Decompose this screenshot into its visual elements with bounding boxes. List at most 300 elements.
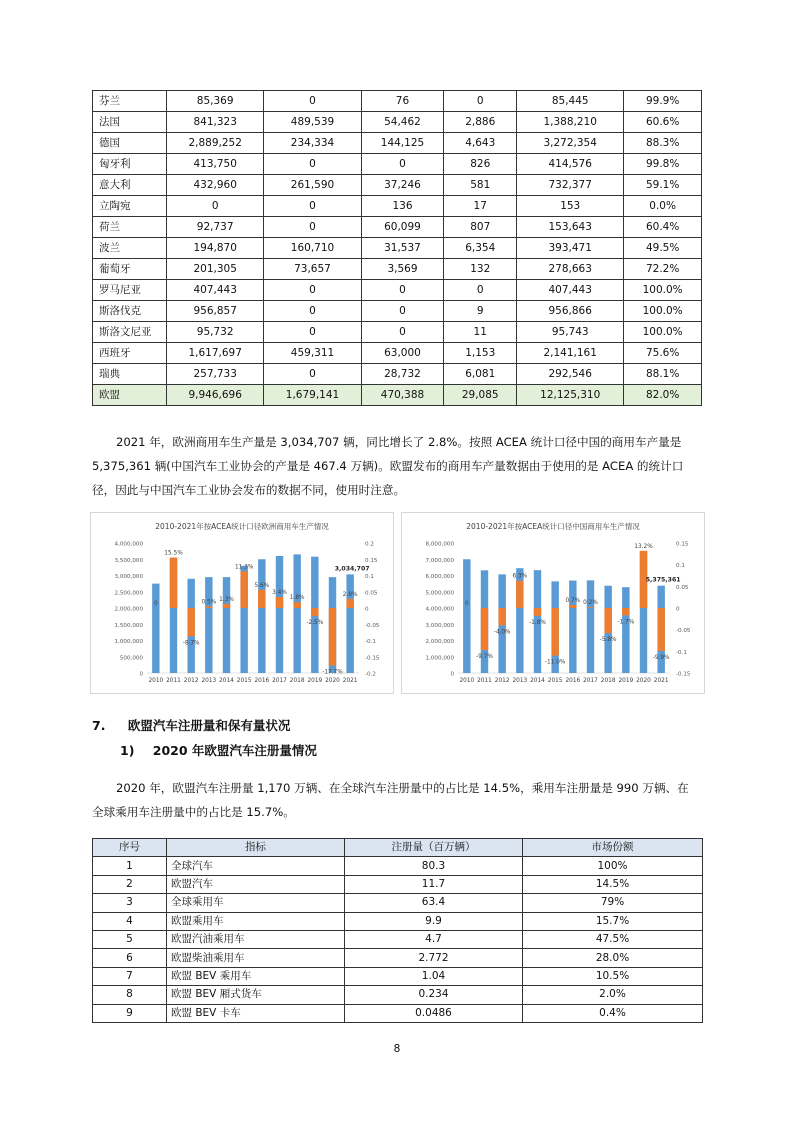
value-cell: 99.8% bbox=[624, 154, 702, 175]
country-cell: 斯洛文尼亚 bbox=[93, 322, 167, 343]
value-cell: 841,323 bbox=[167, 112, 264, 133]
value-cell: 11 bbox=[444, 322, 517, 343]
value-cell: 100.0% bbox=[624, 280, 702, 301]
share-cell: 79% bbox=[523, 894, 703, 912]
y2-tick-label: 0 bbox=[365, 606, 369, 613]
x-tick-label: 2013 bbox=[512, 678, 528, 684]
value-cell: 160,710 bbox=[264, 238, 361, 259]
growth-bar bbox=[205, 606, 212, 608]
x-tick-label: 2021 bbox=[653, 678, 669, 684]
y-tick-label: 3,000,000 bbox=[425, 622, 454, 629]
growth-data-label: -11.0% bbox=[544, 659, 566, 666]
value-cell: 489,539 bbox=[264, 112, 361, 133]
table-row bbox=[93, 857, 703, 875]
y-tick-label: 4,000,000 bbox=[425, 606, 454, 613]
x-tick-label: 2020 bbox=[325, 678, 340, 684]
country-cell: 法国 bbox=[93, 112, 167, 133]
table-row bbox=[93, 196, 702, 217]
growth-data-label: -1.8% bbox=[529, 619, 546, 626]
value-cell: 95,732 bbox=[167, 322, 264, 343]
value-cell: 0 bbox=[444, 91, 517, 112]
production-bar bbox=[276, 556, 283, 673]
y2-tick-label: -0.05 bbox=[676, 628, 691, 635]
y2-tick-label: 0.15 bbox=[676, 541, 689, 548]
value-cell: 153,643 bbox=[517, 217, 624, 238]
x-tick-label: 2012 bbox=[494, 678, 510, 684]
value-cell: 9 bbox=[444, 301, 517, 322]
value-cell: 0 bbox=[264, 217, 361, 238]
growth-data-label: -2.5% bbox=[306, 620, 324, 627]
value-cell: 0 bbox=[264, 154, 361, 175]
x-tick-label: 2011 bbox=[477, 678, 492, 684]
country-cell: 荷兰 bbox=[93, 217, 167, 238]
y2-tick-label: 0.2 bbox=[365, 541, 374, 548]
table-row bbox=[93, 322, 702, 343]
index-cell: 4 bbox=[93, 912, 167, 930]
x-tick-label: 2019 bbox=[618, 678, 634, 684]
growth-data-label: -17.7% bbox=[322, 669, 343, 676]
y-tick-label: 2,000,000 bbox=[114, 606, 143, 613]
country-cell: 波兰 bbox=[93, 238, 167, 259]
country-cell: 西班牙 bbox=[93, 343, 167, 364]
value-cell: 807 bbox=[444, 217, 517, 238]
section-title: 欧盟汽车注册量和保有量状况 bbox=[127, 718, 291, 733]
growth-bar bbox=[622, 608, 629, 615]
share-cell: 28.0% bbox=[523, 949, 703, 967]
y-tick-label: 0 bbox=[139, 671, 143, 678]
growth-data-label: 1.3% bbox=[219, 596, 234, 603]
y2-tick-label: -0.1 bbox=[365, 639, 376, 645]
value-cell: 60.6% bbox=[624, 112, 702, 133]
growth-data-label: -1.7% bbox=[617, 619, 635, 626]
table-row bbox=[93, 133, 702, 154]
growth-bar bbox=[587, 607, 594, 608]
eu-commercial-vehicle-chart bbox=[90, 512, 394, 694]
y2-tick-label: -0.2 bbox=[365, 671, 376, 678]
index-cell: 6 bbox=[93, 949, 167, 967]
value-cell: 0 bbox=[361, 301, 444, 322]
growth-data-label: -5.8% bbox=[599, 637, 617, 644]
value-cell: 73,657 bbox=[264, 259, 361, 280]
indicator-cell: 欧盟柴油乘用车 bbox=[167, 949, 345, 967]
production-bar bbox=[587, 580, 594, 673]
header-cell: 指标 bbox=[167, 839, 345, 857]
growth-data-label: 1.8% bbox=[289, 595, 305, 602]
y-tick-label: 500,000 bbox=[119, 655, 143, 662]
value-cell: 37,246 bbox=[361, 175, 444, 196]
value-cell: 95,743 bbox=[517, 322, 624, 343]
production-bar bbox=[205, 577, 212, 673]
registration-cell: 1.04 bbox=[345, 967, 523, 985]
value-cell: 2,889,252 bbox=[167, 133, 264, 154]
value-cell: 459,311 bbox=[264, 343, 361, 364]
value-cell: 60,099 bbox=[361, 217, 444, 238]
section-heading bbox=[92, 716, 290, 734]
table-row bbox=[93, 875, 703, 893]
production-bar bbox=[622, 587, 629, 673]
x-tick-label: 2010 bbox=[148, 678, 164, 684]
production-bar bbox=[152, 584, 159, 673]
x-tick-label: 2015 bbox=[236, 678, 252, 684]
value-cell: 28,732 bbox=[361, 364, 444, 385]
growth-bar bbox=[551, 608, 558, 656]
value-cell: 1,679,141 bbox=[264, 385, 361, 406]
indicator-cell: 欧盟汽油乘用车 bbox=[167, 930, 345, 948]
chart-title: 2010-2021年按ACEA统计口径中国商用车生产情况 bbox=[466, 522, 640, 531]
x-tick-label: 2019 bbox=[307, 678, 323, 684]
country-cell: 欧盟 bbox=[93, 385, 167, 406]
index-cell: 9 bbox=[93, 1004, 167, 1022]
value-cell: 49.5% bbox=[624, 238, 702, 259]
value-annotation: 3,034,707 bbox=[334, 565, 370, 573]
value-cell: 88.1% bbox=[624, 364, 702, 385]
country-cell: 芬兰 bbox=[93, 91, 167, 112]
growth-bar bbox=[329, 608, 336, 666]
growth-data-label: 3.4% bbox=[272, 589, 287, 596]
share-cell: 2.0% bbox=[523, 986, 703, 1004]
indicator-cell: 全球汽车 bbox=[167, 857, 345, 875]
header-cell: 市场份额 bbox=[523, 839, 703, 857]
value-cell: 17 bbox=[444, 196, 517, 217]
growth-data-label: -4.0% bbox=[493, 629, 511, 636]
value-cell: 257,733 bbox=[167, 364, 264, 385]
country-cell: 葡萄牙 bbox=[93, 259, 167, 280]
y-tick-label: 3,000,000 bbox=[114, 574, 143, 580]
value-cell: 407,443 bbox=[167, 280, 264, 301]
value-cell: 2,141,161 bbox=[517, 343, 624, 364]
table-row bbox=[93, 986, 703, 1004]
value-cell: 3,569 bbox=[361, 259, 444, 280]
y2-tick-label: -0.1 bbox=[676, 649, 687, 656]
country-cell: 罗马尼亚 bbox=[93, 280, 167, 301]
table-row bbox=[93, 967, 703, 985]
growth-data-label: 0.7% bbox=[565, 597, 581, 604]
x-tick-label: 2013 bbox=[201, 678, 217, 684]
y2-tick-label: 0.05 bbox=[676, 584, 689, 591]
country-cell: 匈牙利 bbox=[93, 154, 167, 175]
y-tick-label: 4,000,000 bbox=[114, 541, 143, 548]
production-bar bbox=[258, 559, 265, 673]
value-cell: 413,750 bbox=[167, 154, 264, 175]
table-header-row bbox=[93, 839, 703, 857]
value-cell: 0 bbox=[264, 280, 361, 301]
y2-tick-label: -0.05 bbox=[365, 622, 380, 629]
value-cell: 72.2% bbox=[624, 259, 702, 280]
share-cell: 47.5% bbox=[523, 930, 703, 948]
y2-tick-label: -0.15 bbox=[676, 671, 691, 678]
chart-title: 2010-2021年按ACEA统计口径欧洲商用车生产情况 bbox=[155, 522, 329, 531]
table-row bbox=[93, 112, 702, 133]
production-bar bbox=[569, 581, 576, 673]
paragraph-line: 2021 年，欧洲商用车生产量是 3,034,707 辆，同比增长了 2.8%。按照 ACEA 统计口径中国的商用车产量是 bbox=[116, 435, 682, 449]
x-tick-label: 2014 bbox=[219, 678, 234, 684]
indicator-cell: 欧盟乘用车 bbox=[167, 912, 345, 930]
value-cell: 31,537 bbox=[361, 238, 444, 259]
value-cell: 414,576 bbox=[517, 154, 624, 175]
registration-table bbox=[92, 838, 703, 1023]
table-row bbox=[93, 280, 702, 301]
value-cell: 136 bbox=[361, 196, 444, 217]
growth-bar bbox=[223, 604, 230, 608]
x-tick-label: 2016 bbox=[254, 678, 270, 684]
table-row bbox=[93, 343, 702, 364]
growth-bar bbox=[311, 608, 318, 616]
growth-bar bbox=[346, 599, 353, 608]
y-tick-label: 0 bbox=[450, 671, 454, 678]
index-cell: 5 bbox=[93, 930, 167, 948]
indicator-cell: 欧盟 BEV 卡车 bbox=[167, 1004, 345, 1022]
index-cell: 8 bbox=[93, 986, 167, 1004]
growth-data-label: 0 bbox=[464, 601, 469, 607]
value-cell: 292,546 bbox=[517, 364, 624, 385]
x-tick-label: 2018 bbox=[289, 678, 305, 684]
y2-tick-label: 0.1 bbox=[676, 563, 685, 570]
value-cell: 432,960 bbox=[167, 175, 264, 196]
value-cell: 393,471 bbox=[517, 238, 624, 259]
value-cell: 1,617,697 bbox=[167, 343, 264, 364]
registration-cell: 63.4 bbox=[345, 894, 523, 912]
y-tick-label: 3,500,000 bbox=[114, 557, 143, 564]
x-tick-label: 2010 bbox=[459, 678, 475, 684]
value-cell: 6,354 bbox=[444, 238, 517, 259]
production-bar bbox=[223, 577, 230, 673]
paragraph-line: 径，因此与中国汽车工业协会发布的数据不同，使用时注意。 bbox=[92, 483, 406, 497]
production-bar bbox=[463, 559, 470, 673]
value-cell: 0 bbox=[361, 280, 444, 301]
index-cell: 1 bbox=[93, 857, 167, 875]
index-cell: 7 bbox=[93, 967, 167, 985]
page-number: 8 bbox=[393, 1043, 401, 1055]
value-cell: 75.6% bbox=[624, 343, 702, 364]
growth-bar bbox=[187, 608, 194, 636]
value-cell: 0 bbox=[264, 364, 361, 385]
growth-bar bbox=[657, 608, 664, 651]
table-row bbox=[93, 301, 702, 322]
growth-bar bbox=[293, 602, 300, 608]
value-cell: 581 bbox=[444, 175, 517, 196]
value-cell: 99.9% bbox=[624, 91, 702, 112]
growth-data-label: 13.2% bbox=[634, 543, 653, 550]
table-row bbox=[93, 912, 703, 930]
growth-data-label: -8.7% bbox=[182, 640, 200, 647]
y-tick-label: 5,000,000 bbox=[425, 590, 454, 597]
table-row bbox=[93, 1004, 703, 1022]
y-tick-label: 2,000,000 bbox=[425, 639, 454, 645]
growth-data-label: 5.6% bbox=[254, 582, 270, 589]
x-tick-label: 2017 bbox=[272, 678, 287, 684]
value-cell: 0 bbox=[361, 154, 444, 175]
registration-cell: 4.7 bbox=[345, 930, 523, 948]
table-row bbox=[93, 364, 702, 385]
value-cell: 82.0% bbox=[624, 385, 702, 406]
value-cell: 1,153 bbox=[444, 343, 517, 364]
value-cell: 0 bbox=[264, 322, 361, 343]
value-cell: 956,857 bbox=[167, 301, 264, 322]
table-row bbox=[93, 175, 702, 196]
x-tick-label: 2017 bbox=[583, 678, 598, 684]
subsection-number: 1) bbox=[120, 743, 135, 758]
value-cell: 63,000 bbox=[361, 343, 444, 364]
x-tick-label: 2020 bbox=[636, 678, 651, 684]
indicator-cell: 欧盟 BEV 乘用车 bbox=[167, 967, 345, 985]
index-cell: 3 bbox=[93, 894, 167, 912]
value-cell: 0 bbox=[264, 196, 361, 217]
growth-data-label: 11.3% bbox=[234, 564, 254, 571]
y-tick-label: 8,000,000 bbox=[425, 541, 454, 548]
y-tick-label: 6,000,000 bbox=[425, 574, 454, 580]
growth-data-label: 0.2% bbox=[583, 600, 598, 607]
growth-data-label: 6.3% bbox=[512, 573, 528, 580]
value-cell: 4,643 bbox=[444, 133, 517, 154]
growth-bar bbox=[604, 608, 611, 633]
value-cell: 0.0% bbox=[624, 196, 702, 217]
subsection-heading bbox=[120, 741, 317, 759]
country-cell: 意大利 bbox=[93, 175, 167, 196]
value-cell: 76 bbox=[361, 91, 444, 112]
indicator-cell: 全球乘用车 bbox=[167, 894, 345, 912]
commercial-vehicle-paragraph bbox=[92, 430, 704, 502]
table-row bbox=[93, 259, 702, 280]
value-cell: 92,737 bbox=[167, 217, 264, 238]
growth-data-label: 2.8% bbox=[342, 591, 358, 598]
country-cell: 斯洛伐克 bbox=[93, 301, 167, 322]
y2-tick-label: 0.1 bbox=[365, 574, 374, 580]
value-cell: 144,125 bbox=[361, 133, 444, 154]
growth-data-label: 15.5% bbox=[164, 550, 183, 557]
growth-bar bbox=[516, 581, 523, 608]
x-tick-label: 2018 bbox=[600, 678, 616, 684]
y-tick-label: 1,000,000 bbox=[425, 655, 454, 662]
value-cell: 6,081 bbox=[444, 364, 517, 385]
growth-data-label: 0.5% bbox=[201, 599, 217, 606]
value-cell: 85,369 bbox=[167, 91, 264, 112]
growth-bar bbox=[170, 558, 177, 608]
registration-cell: 0.0486 bbox=[345, 1004, 523, 1022]
value-cell: 201,305 bbox=[167, 259, 264, 280]
value-cell: 100.0% bbox=[624, 322, 702, 343]
value-cell: 88.3% bbox=[624, 133, 702, 154]
value-cell: 0 bbox=[444, 280, 517, 301]
china-commercial-vehicle-chart bbox=[401, 512, 705, 694]
value-cell: 0 bbox=[167, 196, 264, 217]
table-row bbox=[93, 154, 702, 175]
country-cell: 立陶宛 bbox=[93, 196, 167, 217]
registration-cell: 9.9 bbox=[345, 912, 523, 930]
value-cell: 59.1% bbox=[624, 175, 702, 196]
share-cell: 14.5% bbox=[523, 875, 703, 893]
table-row bbox=[93, 238, 702, 259]
growth-bar bbox=[276, 597, 283, 608]
value-cell: 132 bbox=[444, 259, 517, 280]
indicator-cell: 欧盟汽车 bbox=[167, 875, 345, 893]
production-bar bbox=[293, 554, 300, 673]
table-row bbox=[93, 930, 703, 948]
table-row bbox=[93, 894, 703, 912]
indicator-cell: 欧盟 BEV 厢式货车 bbox=[167, 986, 345, 1004]
registration-cell: 0.234 bbox=[345, 986, 523, 1004]
header-cell: 注册量（百万辆） bbox=[345, 839, 523, 857]
paragraph-line: 5,375,361 辆(中国汽车工业协会的产量是 467.4 万辆)。欧盟发布的商用车产量数据由于使用的是 ACEA 的统计口 bbox=[92, 459, 684, 473]
value-cell: 0 bbox=[361, 322, 444, 343]
y-tick-label: 1,500,000 bbox=[114, 622, 143, 629]
growth-bar bbox=[498, 608, 505, 625]
value-cell: 1,388,210 bbox=[517, 112, 624, 133]
country-cell: 德国 bbox=[93, 133, 167, 154]
growth-data-label: -9.7% bbox=[476, 654, 493, 661]
value-cell: 826 bbox=[444, 154, 517, 175]
table-row bbox=[93, 91, 702, 112]
y-tick-label: 1,000,000 bbox=[114, 639, 143, 645]
value-cell: 194,870 bbox=[167, 238, 264, 259]
header-cell: 序号 bbox=[93, 839, 167, 857]
share-cell: 10.5% bbox=[523, 967, 703, 985]
table-row bbox=[93, 217, 702, 238]
registration-paragraph bbox=[92, 776, 704, 824]
x-tick-label: 2011 bbox=[166, 678, 181, 684]
value-cell: 0 bbox=[264, 91, 361, 112]
y2-tick-label: 0.05 bbox=[365, 590, 378, 597]
x-tick-label: 2014 bbox=[530, 678, 545, 684]
country-production-table bbox=[92, 90, 702, 406]
value-cell: 278,663 bbox=[517, 259, 624, 280]
value-cell: 60.4% bbox=[624, 217, 702, 238]
value-cell: 100.0% bbox=[624, 301, 702, 322]
y-tick-label: 7,000,000 bbox=[425, 557, 454, 564]
share-cell: 0.4% bbox=[523, 1004, 703, 1022]
y2-tick-label: 0 bbox=[676, 606, 680, 613]
eu-chart-svg bbox=[91, 513, 393, 693]
share-cell: 15.7% bbox=[523, 912, 703, 930]
value-cell: 85,445 bbox=[517, 91, 624, 112]
value-cell: 0 bbox=[264, 301, 361, 322]
value-cell: 956,866 bbox=[517, 301, 624, 322]
x-tick-label: 2012 bbox=[183, 678, 199, 684]
index-cell: 2 bbox=[93, 875, 167, 893]
growth-bar bbox=[481, 608, 488, 650]
china-chart-svg bbox=[402, 513, 704, 693]
value-cell: 54,462 bbox=[361, 112, 444, 133]
value-cell: 9,946,696 bbox=[167, 385, 264, 406]
y2-tick-label: 0.15 bbox=[365, 557, 378, 564]
registration-cell: 80.3 bbox=[345, 857, 523, 875]
paragraph-line: 全球乘用车注册量中的占比是 15.7%。 bbox=[92, 805, 295, 819]
value-cell: 153 bbox=[517, 196, 624, 217]
x-tick-label: 2016 bbox=[565, 678, 581, 684]
value-cell: 470,388 bbox=[361, 385, 444, 406]
country-cell: 瑞典 bbox=[93, 364, 167, 385]
growth-bar bbox=[534, 608, 541, 616]
value-cell: 2,886 bbox=[444, 112, 517, 133]
paragraph-line: 2020 年，欧盟汽车注册量 1,170 万辆、在全球汽车注册量中的占比是 14.5%，乘用车注册量是 990 万辆、在 bbox=[116, 781, 689, 795]
y-tick-label: 2,500,000 bbox=[114, 590, 143, 597]
share-cell: 100% bbox=[523, 857, 703, 875]
production-bar bbox=[346, 574, 353, 673]
value-cell: 407,443 bbox=[517, 280, 624, 301]
growth-bar bbox=[258, 590, 265, 608]
growth-bar bbox=[569, 605, 576, 608]
section-number: 7. bbox=[92, 718, 106, 733]
growth-bar bbox=[240, 571, 247, 608]
subsection-title: 2020 年欧盟汽车注册量情况 bbox=[152, 743, 317, 758]
value-cell: 261,590 bbox=[264, 175, 361, 196]
registration-cell: 11.7 bbox=[345, 875, 523, 893]
value-cell: 29,085 bbox=[444, 385, 517, 406]
y2-tick-label: -0.15 bbox=[365, 655, 380, 662]
table-total-row bbox=[93, 385, 702, 406]
value-cell: 3,272,354 bbox=[517, 133, 624, 154]
growth-data-label: 0 bbox=[153, 601, 158, 607]
value-cell: 732,377 bbox=[517, 175, 624, 196]
